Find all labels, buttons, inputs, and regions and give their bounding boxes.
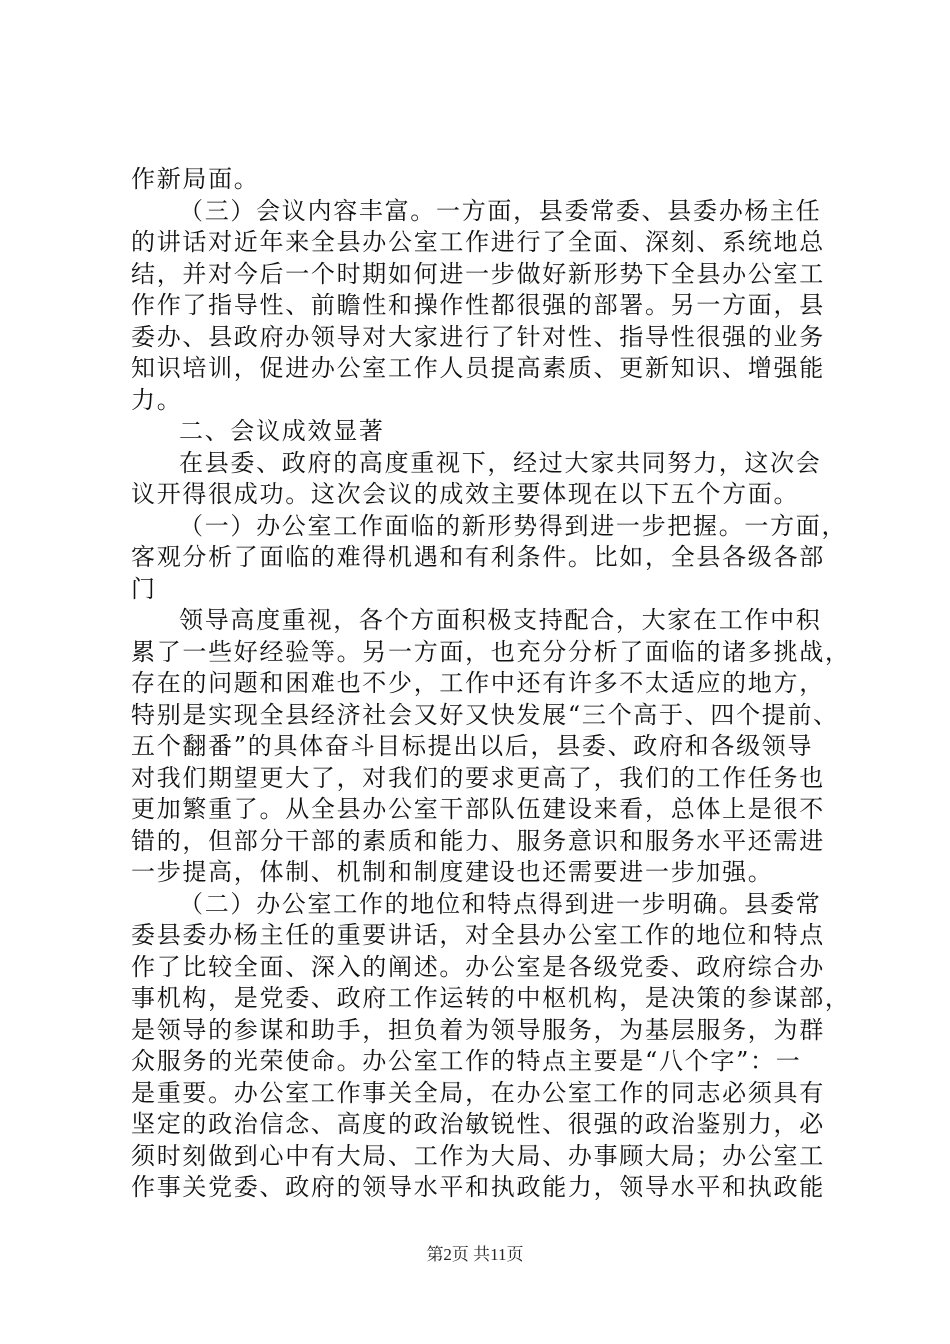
text-line: 作了比较全面、深入的阐述。办公室是各级党委、政府综合办 [131, 952, 825, 981]
paragraph-first-line: 领导高度重视，各个方面积极支持配合，大家在工作中积 [179, 606, 822, 634]
text-line: 议开得很成功。这次会议的成效主要体现在以下五个方面。 [131, 480, 800, 508]
text-line: 须时刻做到心中有大局、工作为大局、办事顾大局；办公室工 [131, 1141, 825, 1170]
text-line: 特别是实现全县经济社会又好又快发展“三个高于、四个提前、 [131, 700, 839, 729]
text-line: 一步提高，体制、机制和制度建设也还需要进一步加强。 [131, 858, 774, 886]
text-line: 对我们期望更大了，对我们的要求更高了，我们的工作任务也 [131, 763, 825, 792]
text-line: 委办、县政府办领导对大家进行了针对性、指导性很强的业务 [131, 322, 825, 351]
text-line: 门 [131, 574, 157, 603]
text-line: 错的，但部分干部的素质和能力、服务意识和服务水平还需进 [131, 826, 825, 855]
text-line: 五个翻番”的具体奋斗目标提出以后，县委、政府和各级领导 [131, 732, 814, 760]
text-line: 存在的问题和困难也不少，工作中还有许多不太适应的地方， [131, 669, 825, 697]
text-line: 的讲话对近年来全县办公室工作进行了全面、深刻、系统地总 [131, 228, 825, 256]
paragraph-first-line: 在县委、政府的高度重视下，经过大家共同努力，这次会 [179, 448, 822, 477]
section-one-heading-line: （一）办公室工作面临的新形势得到进一步把握。一方面， [179, 511, 848, 540]
text-line: 坚定的政治信念、高度的政治敏锐性、很强的政治鉴别力，必 [131, 1110, 825, 1138]
section-heading: 二、会议成效显著 [179, 417, 385, 445]
text-line: 力。 [131, 385, 183, 414]
text-line: 是重要。办公室工作事关全局，在办公室工作的同志必须具有 [131, 1078, 825, 1107]
text-line: 作事关党委、政府的领导水平和执政能力，领导水平和执政能 [131, 1173, 825, 1201]
text-line: 知识培训，促进办公室工作人员提高素质、更新知识、增强能 [131, 354, 825, 382]
text-line: 结，并对今后一个时期如何进一步做好新形势下全县办公室工 [131, 259, 825, 288]
text-line: 累了一些好经验等。另一方面，也充分分析了面临的诸多挑战， [131, 637, 851, 666]
section-three-heading-line: （三）会议内容丰富。一方面，县委常委、县委办杨主任 [179, 196, 822, 225]
text-line: 事机构，是党委、政府工作运转的中枢机构，是决策的参谋部， [131, 984, 851, 1012]
section-two-heading-line: （二）办公室工作的地位和特点得到进一步明确。县委常 [179, 889, 822, 918]
text-line: 作作了指导性、前瞻性和操作性都很强的部署。另一方面，县 [131, 291, 825, 319]
document-body [131, 164, 851, 1204]
text-line: 作新局面。 [131, 165, 260, 193]
page-number-footer: 第2页 共11页 [426, 1245, 524, 1264]
text-line: 委县委办杨主任的重要讲话，对全县办公室工作的地位和特点 [131, 921, 825, 949]
text-line: 客观分析了面临的难得机遇和有利条件。比如，全县各级各部 [131, 543, 825, 571]
text-line: 众服务的光荣使命。办公室工作的特点主要是“八个字”：一 [131, 1047, 802, 1075]
text-line: 更加繁重了。从全县办公室干部队伍建设来看，总体上是很不 [131, 795, 825, 823]
text-line: 是领导的参谋和助手，担负着为领导服务，为基层服务，为群 [131, 1015, 825, 1044]
